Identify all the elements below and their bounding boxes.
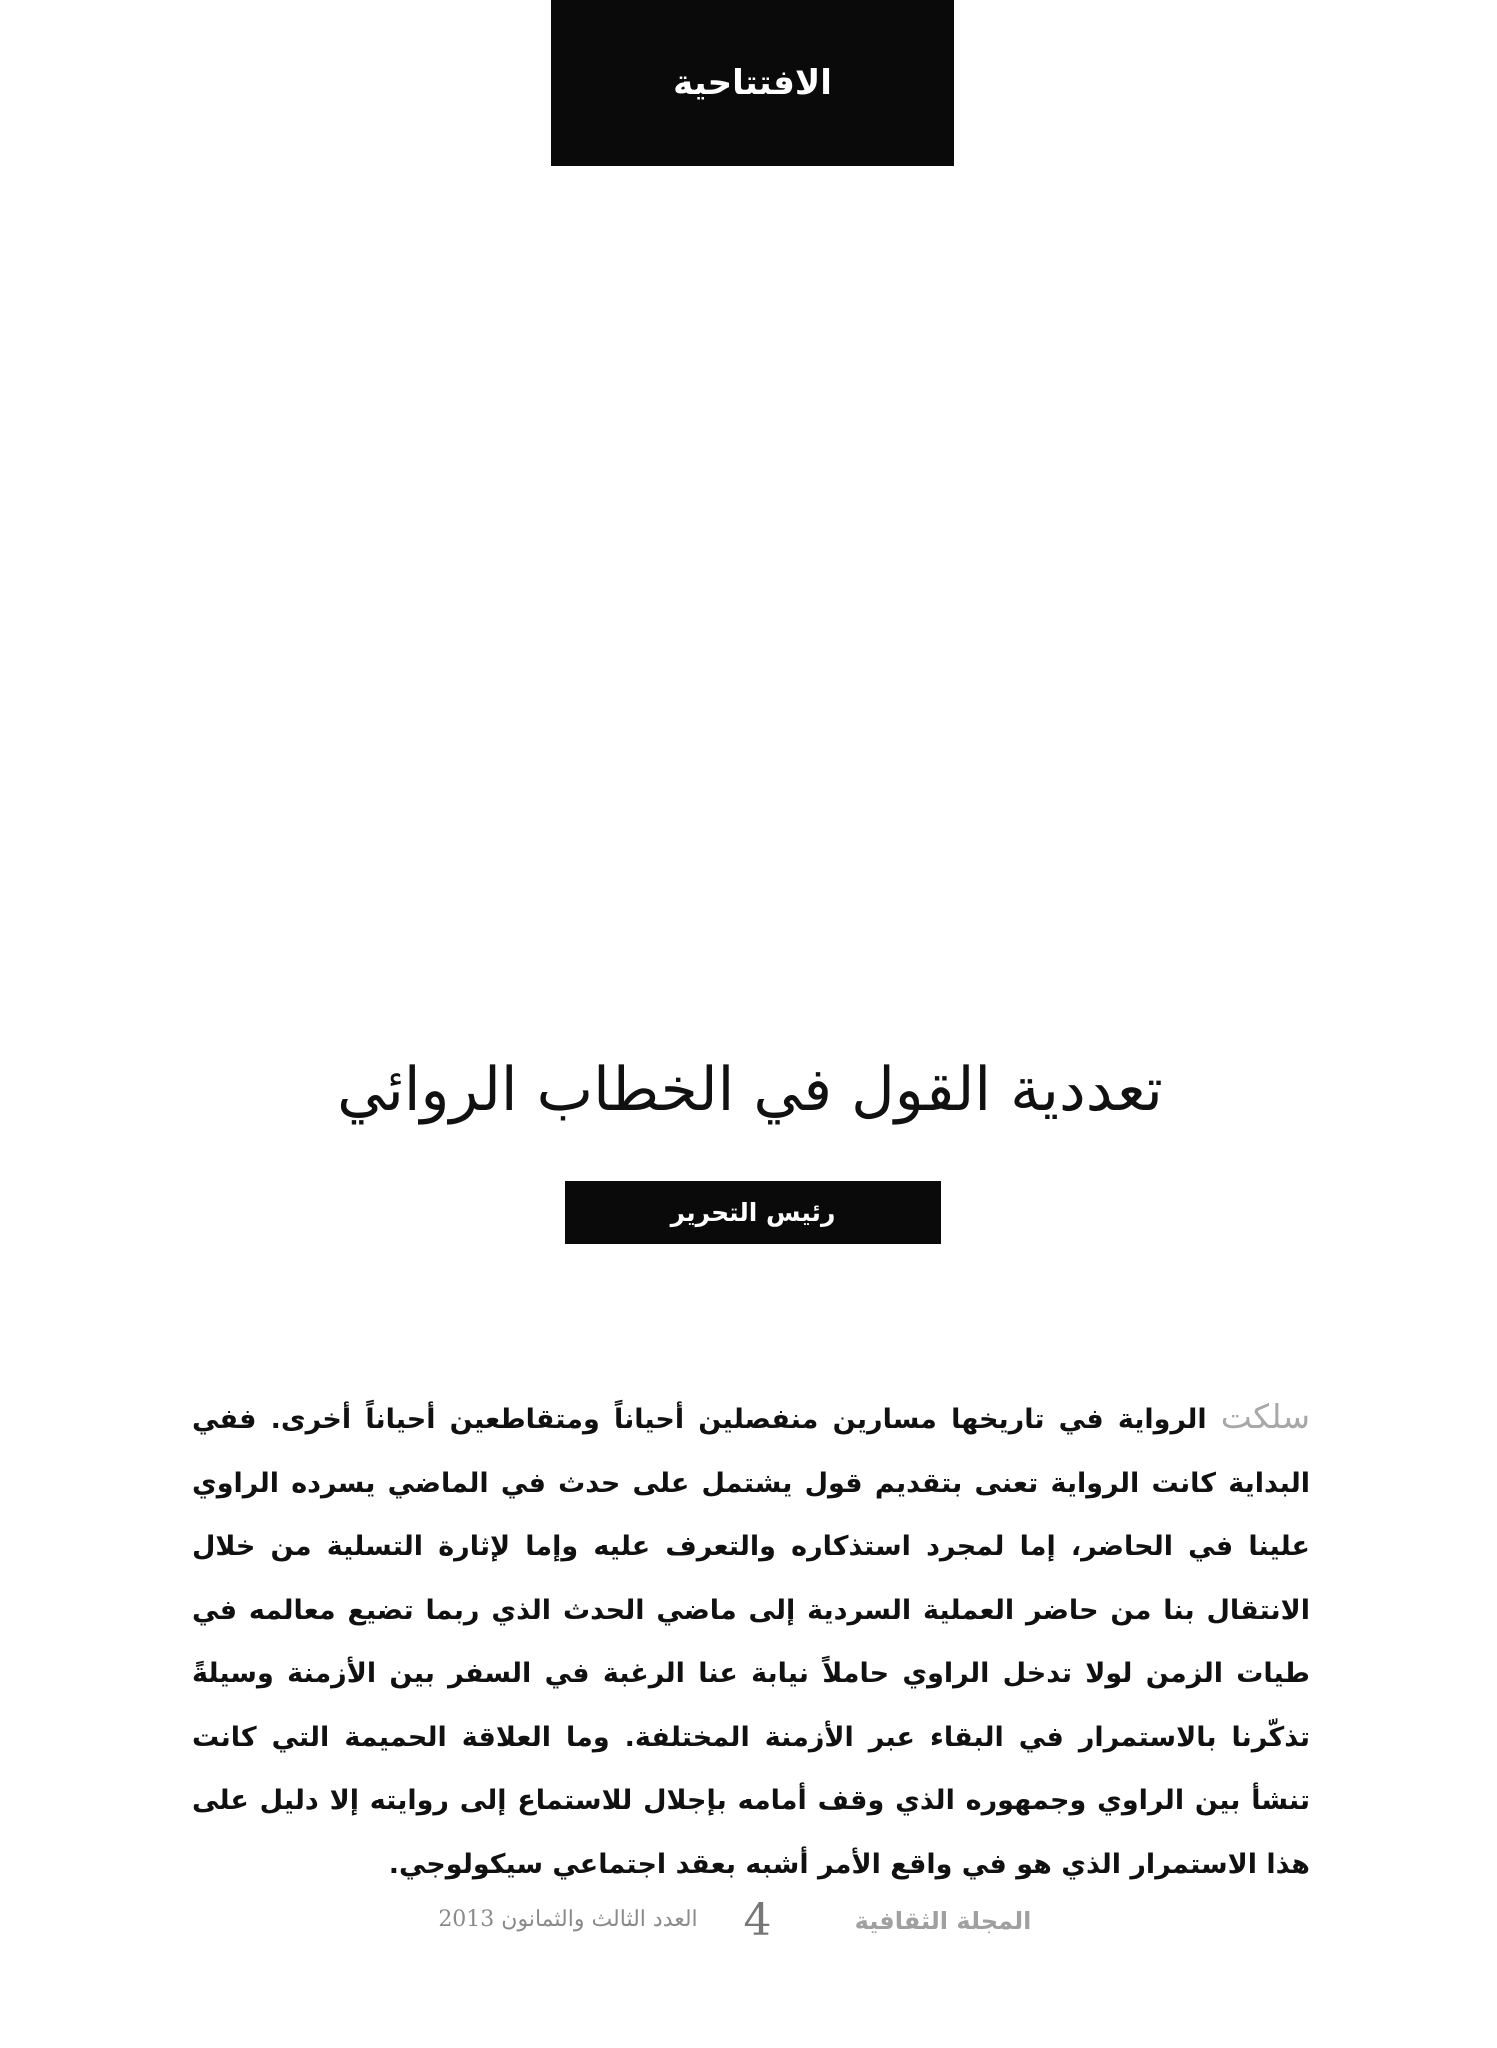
article-body-text: الرواية في تاريخها مسارين منفصلين أحياناً ومتقاطعين أحياناً أخرى. ففي البداية كانت الرواية تعنى بتقديم قول يشتمل على حدث في الماضي يسرده الراوي علينا في الحاضر، إما لمجرد استذكاره والتعرف عليه وإما لإثارة التسلية من خلال الانتقال بنا من حاضر العملية السردية إلى ماضي الحدث الذي ربما تضيع معالمه في طيات الزمن لولا تدخل الراوي حاملاً نيابة عنا الرغبة في السفر بين الأزمنة وسيلةً تذكّرنا بالاستمرار في البقاء عبر الأزمنة المختلفة. وما العلاقة الحميمة التي كانت تنشأ بين الراوي وجمهوره الذي وقف أمامه بإجلال للاستماع إلى روايته إلا دليل على هذا الاستمرار الذي هو في واقع الأمر أشبه بعقد اجتماعي سيكولوجي. bbox=[192, 1404, 1310, 1880]
page-footer bbox=[0, 1895, 1497, 1955]
issue-info: العدد الثالث والثمانون 2013 bbox=[438, 1907, 698, 1932]
magazine-logo: المجلة الثقافية bbox=[854, 1907, 1032, 1935]
article-title: تعددية القول في الخطاب الروائي bbox=[337, 1055, 1163, 1125]
lead-word: سلكت bbox=[1220, 1397, 1310, 1436]
page-number: 4 bbox=[743, 1895, 772, 1946]
section-label: الافتتاحية bbox=[551, 0, 954, 166]
article-body bbox=[192, 1385, 1310, 1896]
author-label: رئيس التحرير bbox=[565, 1181, 941, 1244]
